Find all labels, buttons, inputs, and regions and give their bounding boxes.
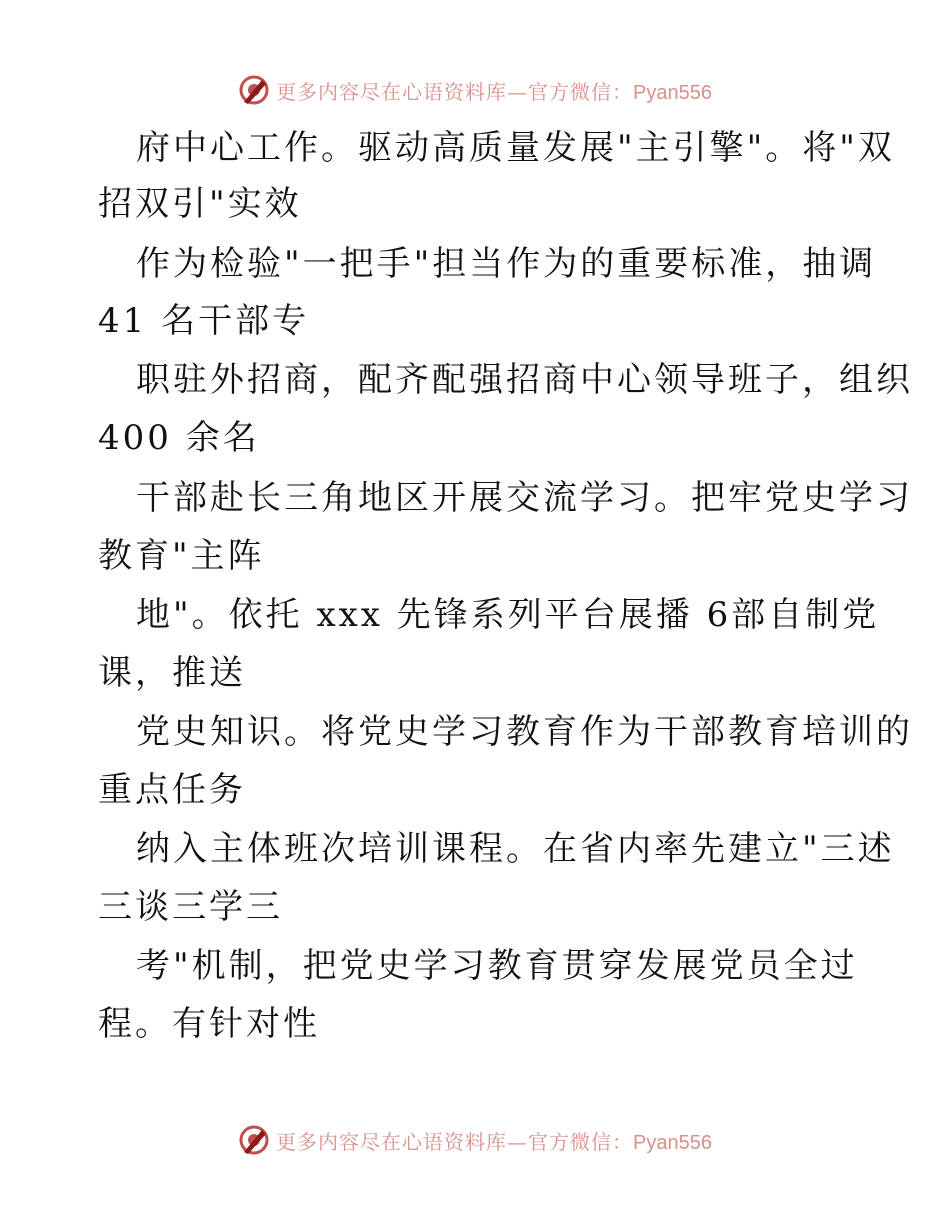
text-line: 教育"主阵	[98, 536, 265, 576]
text-line: 纳入主体班次培训课程。在省内率先建立"三述	[136, 829, 895, 869]
text-line: 干部赴长三角地区开展交流学习。把牢党史学习	[136, 478, 913, 518]
watermark-wechat-id: Pyan556	[633, 1131, 712, 1154]
footer-watermark	[0, 1120, 950, 1160]
text-line: 400 余名	[98, 418, 260, 458]
watermark-wechat-id: Pyan556	[633, 81, 712, 104]
pen-logo-icon	[238, 74, 270, 106]
text-line: 考"机制，把党史学习教育贯穿发展党员全过	[136, 946, 858, 986]
watermark-text: 更多内容尽在心语资料库—官方微信：	[276, 79, 634, 104]
text-line: 党史知识。将党史学习教育作为干部教育培训的	[136, 712, 913, 752]
text-line: 作为检验"一把手"担当作为的重要标准，抽调	[136, 244, 877, 284]
text-line: 课，推送	[98, 653, 246, 693]
text-line: 府中心工作。驱动高质量发展"主引擎"。将"双	[136, 128, 895, 168]
watermark-text: 更多内容尽在心语资料库—官方微信：	[276, 1129, 634, 1154]
header-watermark	[0, 70, 950, 110]
text-line: 招双引"实效	[98, 184, 302, 224]
pen-logo-icon	[238, 1124, 270, 1156]
text-line: 三谈三学三	[98, 887, 283, 927]
text-line: 重点任务	[98, 770, 246, 810]
text-line: 程。有针对性	[98, 1004, 320, 1044]
text-line: 地"。依托 xxx 先锋系列平台展播 6部自制党	[136, 595, 880, 635]
text-line: 职驻外招商，配齐配强招商中心领导班子，组织	[136, 360, 913, 400]
text-line: 41 名干部专	[98, 301, 310, 341]
